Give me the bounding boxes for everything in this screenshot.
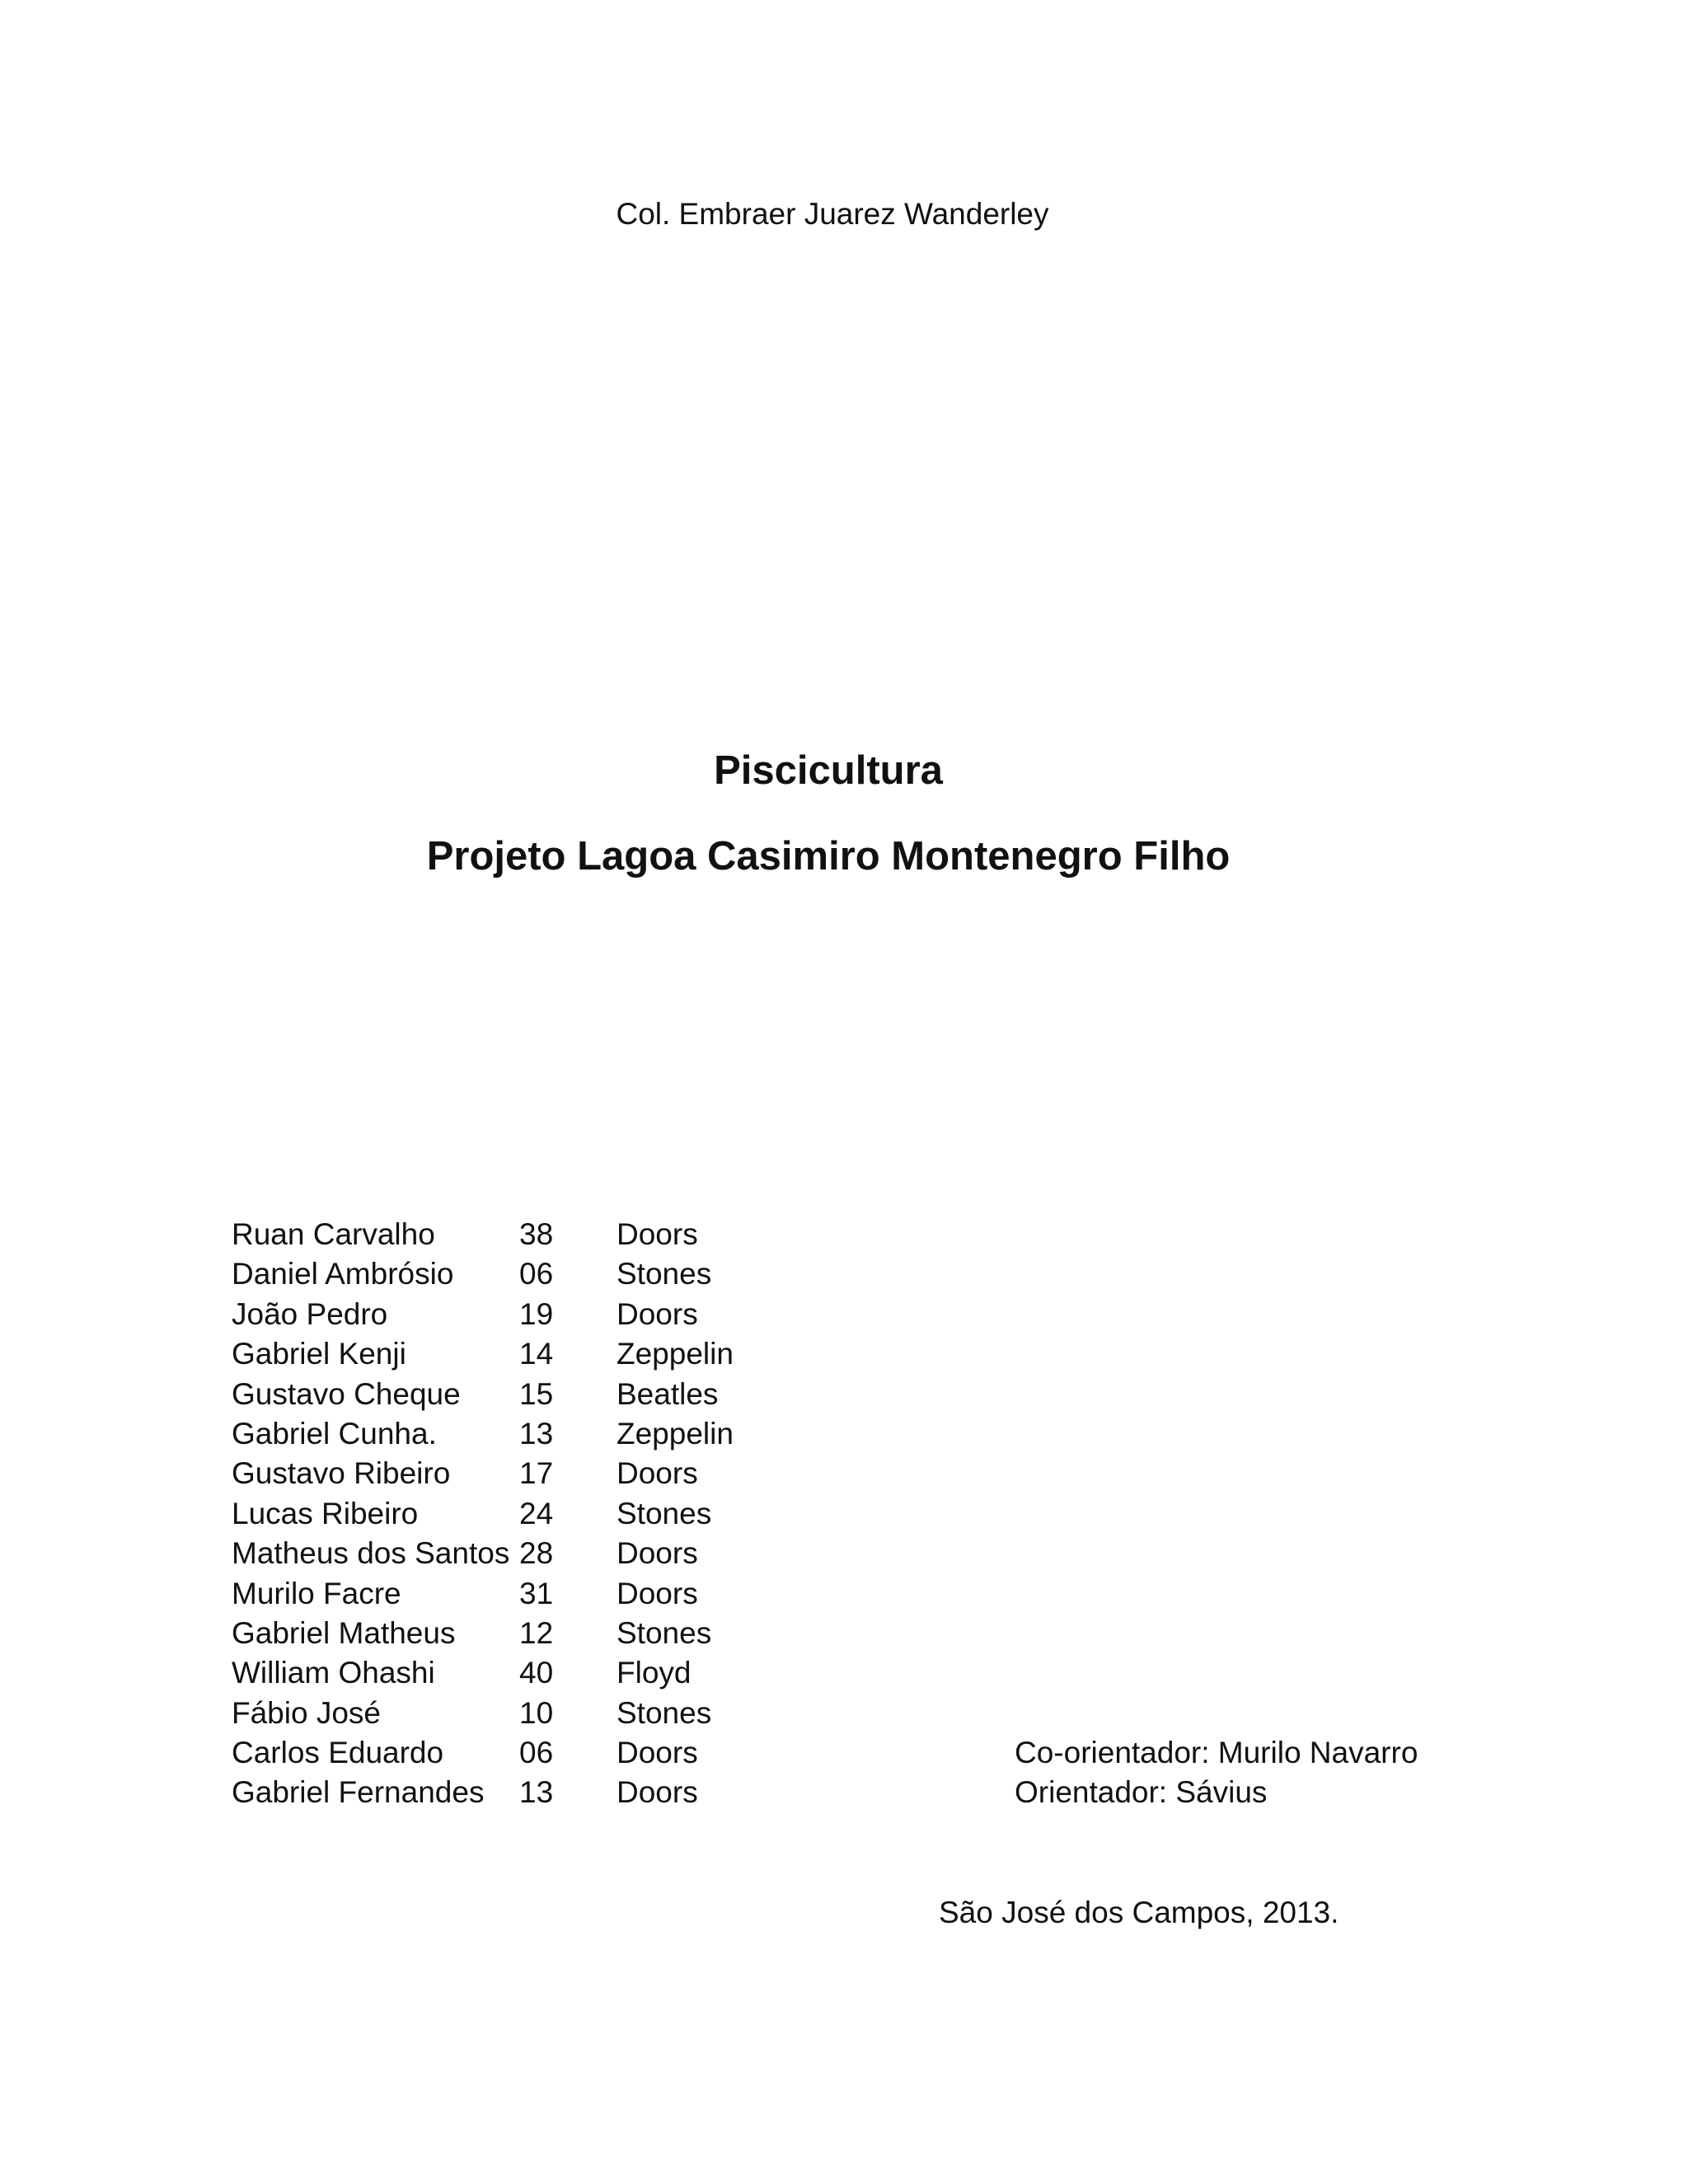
student-name: Lucas Ribeiro: [232, 1496, 419, 1530]
student-number: 28: [519, 1536, 554, 1571]
student-row: [232, 1653, 809, 1693]
student-row: [232, 1694, 809, 1733]
student-list: [232, 1215, 809, 1813]
student-team: Zeppelin: [617, 1416, 734, 1451]
student-name: Fábio José: [232, 1695, 381, 1730]
student-number: 13: [519, 1775, 554, 1810]
school-name: Col. Embraer Juarez Wanderley: [616, 197, 1049, 231]
student-name: Gabriel Cunha.: [232, 1416, 437, 1451]
student-number: 12: [519, 1615, 554, 1650]
student-number: 38: [519, 1217, 554, 1251]
student-team: Doors: [617, 1736, 698, 1770]
student-row: [232, 1414, 809, 1454]
student-team: Stones: [617, 1695, 712, 1730]
student-name: Gustavo Cheque: [232, 1376, 461, 1411]
student-number: 14: [519, 1337, 554, 1371]
student-row: [232, 1375, 809, 1414]
student-row: [232, 1454, 809, 1493]
student-team: Zeppelin: [617, 1337, 734, 1371]
student-team: Stones: [617, 1615, 712, 1650]
student-name: João Pedro: [232, 1296, 388, 1331]
student-team: Floyd: [617, 1656, 692, 1690]
student-name: William Ohashi: [232, 1656, 435, 1690]
student-number: 40: [519, 1656, 554, 1690]
student-number: 10: [519, 1695, 554, 1730]
student-name: Gabriel Matheus: [232, 1615, 456, 1650]
student-team: Beatles: [617, 1376, 719, 1411]
project-title: Projeto Lagoa Casimiro Montenegro Filho: [426, 834, 1231, 879]
student-team: Doors: [617, 1296, 698, 1331]
student-number: 06: [519, 1736, 554, 1770]
student-name: Gabriel Fernandes: [232, 1775, 485, 1810]
student-number: 06: [519, 1257, 554, 1291]
student-team: Stones: [617, 1257, 712, 1291]
student-row: [232, 1494, 809, 1534]
student-number: 15: [519, 1376, 554, 1411]
student-name: Daniel Ambrósio: [232, 1257, 454, 1291]
advisor-line: Orientador: Sávius: [1015, 1775, 1268, 1810]
student-row: [232, 1534, 809, 1573]
student-name: Ruan Carvalho: [232, 1217, 435, 1251]
student-team: Doors: [617, 1536, 698, 1571]
student-team: Doors: [617, 1217, 698, 1251]
student-row: [232, 1733, 809, 1773]
student-team: Stones: [617, 1496, 712, 1530]
student-number: 13: [519, 1416, 554, 1451]
student-name: Murilo Facre: [232, 1576, 401, 1610]
student-name: Carlos Eduardo: [232, 1736, 444, 1770]
co-advisor-line: Co-orientador: Murilo Navarro: [1015, 1736, 1418, 1769]
student-name: Gabriel Kenji: [232, 1337, 406, 1371]
advisors-block: [1015, 1733, 1418, 1813]
student-team: Doors: [617, 1576, 698, 1610]
student-name: Matheus dos Santos: [232, 1536, 510, 1571]
student-row: [232, 1334, 809, 1374]
student-name: Gustavo Ribeiro: [232, 1456, 451, 1491]
document-title: Piscicultura: [714, 748, 943, 793]
student-row: [232, 1295, 809, 1334]
student-number: 19: [519, 1296, 554, 1331]
student-team: Doors: [617, 1775, 698, 1810]
student-row: [232, 1773, 809, 1812]
student-row: [232, 1574, 809, 1614]
student-row: [232, 1614, 809, 1653]
student-row: [232, 1254, 809, 1294]
student-number: 24: [519, 1496, 554, 1530]
place-date: São José dos Campos, 2013.: [939, 1896, 1339, 1929]
student-team: Doors: [617, 1456, 698, 1491]
student-number: 31: [519, 1576, 554, 1610]
student-number: 17: [519, 1456, 554, 1491]
student-row: [232, 1215, 809, 1254]
